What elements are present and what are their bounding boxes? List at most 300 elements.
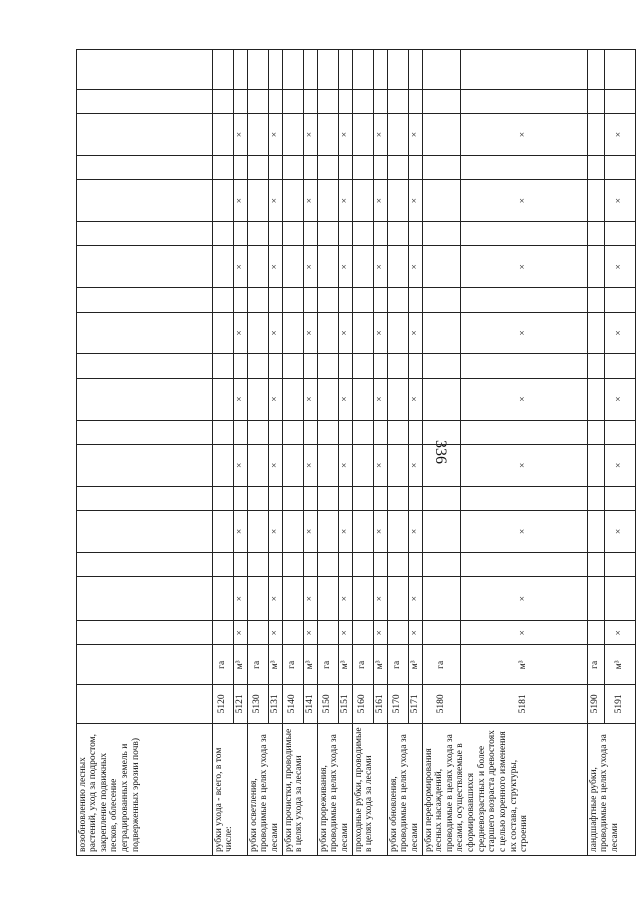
value-cell [268, 420, 282, 444]
not-applicable-mark: × [614, 630, 625, 636]
value-cell [212, 510, 233, 552]
value-cell [233, 420, 247, 444]
value-cell [352, 114, 373, 156]
value-cell [212, 552, 233, 576]
value-cell [282, 246, 303, 288]
value-cell [460, 510, 587, 552]
not-applicable-mark: × [269, 595, 280, 602]
row-unit-cell: га [587, 645, 604, 685]
value-cell [373, 486, 387, 510]
value-cell [247, 510, 268, 552]
value-cell [212, 444, 233, 486]
value-cell [373, 312, 387, 354]
value-cell [604, 444, 635, 486]
not-applicable-mark: × [409, 198, 420, 204]
value-cell [247, 354, 268, 378]
not-applicable-mark: × [409, 330, 420, 336]
value-cell [282, 114, 303, 156]
value-cell [587, 50, 604, 90]
value-cell [282, 552, 303, 576]
value-cell [317, 246, 338, 288]
value-cell [282, 312, 303, 354]
not-applicable-mark: × [374, 528, 385, 535]
row-code-cell: 5140 [282, 685, 303, 724]
not-applicable-mark: × [339, 131, 350, 138]
value-cell [247, 420, 268, 444]
value-cell [233, 89, 247, 113]
row-code-cell: 5191 [604, 685, 635, 724]
table-row [422, 50, 460, 856]
not-applicable-mark: × [339, 462, 350, 468]
value-cell [76, 510, 212, 552]
value-cell [233, 444, 247, 486]
value-cell [422, 246, 460, 288]
table-row [76, 50, 212, 856]
value-cell [460, 486, 587, 510]
value-cell [268, 378, 282, 420]
value-cell [338, 312, 352, 354]
not-applicable-mark: × [374, 595, 385, 602]
value-cell [338, 378, 352, 420]
not-applicable-mark: × [409, 595, 420, 602]
value-cell [303, 510, 317, 552]
value-cell [212, 89, 233, 113]
table-row [212, 50, 233, 856]
value-cell [247, 486, 268, 510]
not-applicable-mark: × [374, 131, 385, 138]
not-applicable-mark: × [339, 528, 350, 535]
value-cell [373, 222, 387, 246]
value-cell [247, 89, 268, 113]
value-cell [282, 89, 303, 113]
row-name-cell: возобновлению лесных растений, уход за подростом, закрепление подвижных песков, облесение деградированных земель и подверженных эрозии почв) [76, 723, 212, 855]
not-applicable-mark: × [409, 630, 420, 636]
value-cell [268, 486, 282, 510]
value-cell [76, 246, 212, 288]
value-cell [352, 50, 373, 90]
value-cell [408, 552, 422, 576]
value-cell [408, 89, 422, 113]
value-cell [460, 222, 587, 246]
value-cell [233, 288, 247, 312]
value-cell [587, 510, 604, 552]
not-applicable-mark: × [374, 630, 385, 636]
not-applicable-mark: × [518, 131, 529, 138]
value-cell [282, 354, 303, 378]
value-cell [387, 222, 408, 246]
value-cell [317, 621, 338, 645]
value-cell [604, 621, 635, 645]
row-unit-cell: м³ [460, 645, 587, 685]
value-cell [408, 246, 422, 288]
not-applicable-mark: × [339, 630, 350, 636]
value-cell [587, 156, 604, 180]
value-cell [460, 577, 587, 621]
value-cell [282, 156, 303, 180]
value-cell [422, 420, 460, 444]
value-cell [317, 89, 338, 113]
value-cell [373, 114, 387, 156]
value-cell [268, 50, 282, 90]
value-cell [76, 486, 212, 510]
row-code-cell: 5170 [387, 685, 408, 724]
not-applicable-mark: × [339, 198, 350, 204]
value-cell [233, 222, 247, 246]
not-applicable-mark: × [374, 330, 385, 336]
value-cell [76, 444, 212, 486]
row-code-cell: 5161 [373, 685, 387, 724]
not-applicable-mark: × [269, 198, 280, 204]
not-applicable-mark: × [518, 330, 529, 336]
value-cell [212, 156, 233, 180]
value-cell [387, 444, 408, 486]
not-applicable-mark: × [339, 330, 350, 336]
value-cell [268, 552, 282, 576]
not-applicable-mark: × [518, 198, 529, 204]
value-cell [587, 420, 604, 444]
value-cell [212, 50, 233, 90]
value-cell [233, 486, 247, 510]
row-unit-cell: м³ [303, 645, 317, 685]
value-cell [247, 312, 268, 354]
value-cell [233, 378, 247, 420]
value-cell [352, 577, 373, 621]
not-applicable-mark: × [374, 396, 385, 402]
value-cell [303, 50, 317, 90]
row-name-cell: рубки осветления, проводимые в целях ухода за лесами [247, 723, 282, 855]
not-applicable-mark: × [614, 330, 625, 336]
value-cell [387, 378, 408, 420]
value-cell [408, 510, 422, 552]
row-unit-cell: га [352, 645, 373, 685]
value-cell [460, 552, 587, 576]
not-applicable-mark: × [339, 396, 350, 402]
value-cell [352, 621, 373, 645]
not-applicable-mark: × [409, 131, 420, 138]
row-code-cell: 5131 [268, 685, 282, 724]
value-cell [422, 444, 460, 486]
value-cell [76, 420, 212, 444]
value-cell [76, 354, 212, 378]
value-cell [282, 420, 303, 444]
value-cell [212, 312, 233, 354]
value-cell [303, 222, 317, 246]
row-unit-cell: га [247, 645, 268, 685]
not-applicable-mark: × [304, 630, 315, 636]
not-applicable-mark: × [234, 264, 245, 270]
value-cell [422, 486, 460, 510]
value-cell [373, 354, 387, 378]
value-cell [247, 222, 268, 246]
value-cell [338, 486, 352, 510]
value-cell [422, 621, 460, 645]
value-cell [317, 312, 338, 354]
row-unit-cell [76, 645, 212, 685]
not-applicable-mark: × [614, 528, 625, 535]
value-cell [587, 552, 604, 576]
row-name-cell: рубки прочистки, проводимые в целях ухода за лесами [282, 723, 317, 855]
value-cell [76, 312, 212, 354]
value-cell [338, 552, 352, 576]
value-cell [587, 354, 604, 378]
row-unit-cell: га [282, 645, 303, 685]
value-cell [373, 378, 387, 420]
not-applicable-mark: × [409, 462, 420, 468]
row-unit-cell: га [387, 645, 408, 685]
not-applicable-mark: × [304, 595, 315, 602]
not-applicable-mark: × [518, 264, 529, 270]
value-cell [604, 180, 635, 222]
value-cell [387, 114, 408, 156]
value-cell [317, 510, 338, 552]
value-cell [387, 486, 408, 510]
value-cell [604, 156, 635, 180]
value-cell [303, 180, 317, 222]
table-row [387, 50, 408, 856]
value-cell [373, 180, 387, 222]
value-cell [268, 222, 282, 246]
value-cell [352, 444, 373, 486]
value-cell [373, 50, 387, 90]
value-cell [387, 577, 408, 621]
value-cell [422, 156, 460, 180]
value-cell [212, 288, 233, 312]
table-row [282, 50, 303, 856]
not-applicable-mark: × [518, 396, 529, 402]
not-applicable-mark: × [518, 595, 529, 602]
value-cell [587, 114, 604, 156]
row-unit-cell: га [212, 645, 233, 685]
row-name-cell: рубки ухода - всего, в том числе: [212, 723, 247, 855]
value-cell [387, 89, 408, 113]
value-cell [587, 621, 604, 645]
row-unit-cell: м³ [338, 645, 352, 685]
value-cell [317, 180, 338, 222]
not-applicable-mark: × [304, 462, 315, 468]
value-cell [460, 420, 587, 444]
value-cell [212, 246, 233, 288]
not-applicable-mark: × [614, 198, 625, 204]
value-cell [233, 510, 247, 552]
value-cell [604, 50, 635, 90]
value-cell [317, 378, 338, 420]
value-cell [422, 510, 460, 552]
value-cell [422, 222, 460, 246]
value-cell [212, 420, 233, 444]
row-code-cell: 5130 [247, 685, 268, 724]
value-cell [76, 621, 212, 645]
row-code-cell: 5190 [587, 685, 604, 724]
not-applicable-mark: × [269, 528, 280, 535]
value-cell [460, 312, 587, 354]
value-cell [408, 621, 422, 645]
value-cell [317, 444, 338, 486]
value-cell [247, 180, 268, 222]
value-cell [387, 246, 408, 288]
not-applicable-mark: × [518, 528, 529, 535]
table-row [352, 50, 373, 856]
row-code-cell [76, 685, 212, 724]
not-applicable-mark: × [339, 264, 350, 270]
value-cell [76, 378, 212, 420]
value-cell [422, 312, 460, 354]
value-cell [282, 444, 303, 486]
row-unit-cell: м³ [408, 645, 422, 685]
value-cell [76, 180, 212, 222]
value-cell [303, 288, 317, 312]
value-cell [317, 50, 338, 90]
value-cell [303, 354, 317, 378]
value-cell [212, 577, 233, 621]
value-cell [303, 486, 317, 510]
value-cell [352, 420, 373, 444]
value-cell [422, 50, 460, 90]
value-cell [408, 378, 422, 420]
value-cell [338, 89, 352, 113]
value-cell [460, 50, 587, 90]
not-applicable-mark: × [269, 264, 280, 270]
not-applicable-mark: × [269, 330, 280, 336]
value-cell [460, 354, 587, 378]
value-cell [233, 114, 247, 156]
value-cell [373, 156, 387, 180]
value-cell [387, 180, 408, 222]
value-cell [387, 312, 408, 354]
value-cell [268, 444, 282, 486]
value-cell [460, 180, 587, 222]
value-cell [408, 486, 422, 510]
value-cell [317, 288, 338, 312]
value-cell [352, 246, 373, 288]
value-cell [604, 486, 635, 510]
row-name-cell: проходные рубки, проводимые в целях ухода за лесами [352, 723, 387, 855]
not-applicable-mark: × [234, 595, 245, 602]
row-unit-cell: га [422, 645, 460, 685]
value-cell [408, 444, 422, 486]
value-cell [317, 354, 338, 378]
value-cell [338, 50, 352, 90]
value-cell [408, 180, 422, 222]
value-cell [373, 89, 387, 113]
value-cell [268, 621, 282, 645]
value-cell [338, 180, 352, 222]
value-cell [352, 486, 373, 510]
value-cell [76, 577, 212, 621]
row-name-cell: рубки обновления, проводимые в целях ухода за лесами [387, 723, 422, 855]
value-cell [587, 486, 604, 510]
value-cell [422, 552, 460, 576]
row-name-cell: рубки прореживания, проводимые в целях ухода за лесами [317, 723, 352, 855]
value-cell [247, 114, 268, 156]
value-cell [233, 577, 247, 621]
row-code-cell: 5160 [352, 685, 373, 724]
value-cell [587, 246, 604, 288]
value-cell [303, 577, 317, 621]
value-cell [408, 288, 422, 312]
value-cell [282, 510, 303, 552]
value-cell [76, 552, 212, 576]
value-cell [387, 510, 408, 552]
value-cell [282, 222, 303, 246]
value-cell [338, 621, 352, 645]
value-cell [604, 420, 635, 444]
not-applicable-mark: × [304, 528, 315, 535]
value-cell [268, 354, 282, 378]
not-applicable-mark: × [234, 528, 245, 535]
value-cell [408, 114, 422, 156]
value-cell [604, 354, 635, 378]
value-cell [422, 288, 460, 312]
table-row [317, 50, 338, 856]
value-cell [268, 114, 282, 156]
value-cell [587, 89, 604, 113]
not-applicable-mark: × [614, 396, 625, 402]
value-cell [317, 552, 338, 576]
row-code-cell: 5171 [408, 685, 422, 724]
not-applicable-mark: × [409, 264, 420, 270]
value-cell [422, 577, 460, 621]
not-applicable-mark: × [518, 630, 529, 636]
not-applicable-mark: × [339, 595, 350, 602]
value-cell [247, 288, 268, 312]
value-cell [587, 444, 604, 486]
table-wrapper [76, 49, 625, 856]
value-cell [247, 621, 268, 645]
value-cell [247, 246, 268, 288]
value-cell [233, 246, 247, 288]
value-cell [268, 288, 282, 312]
value-cell [233, 180, 247, 222]
row-unit-cell: м³ [268, 645, 282, 685]
row-name-cell: рубки переформирования лесных насаждений, проводимые в целях ухода за лесами, осуществляемые в сформировавшихся средневозрастных и более старшего возраста древостоях с целью коренного изменения их состава, структуры, строения [422, 723, 587, 855]
value-cell [408, 577, 422, 621]
value-cell [373, 552, 387, 576]
value-cell [212, 180, 233, 222]
value-cell [233, 312, 247, 354]
value-cell [373, 444, 387, 486]
not-applicable-mark: × [304, 131, 315, 138]
value-cell [303, 378, 317, 420]
row-code-cell: 5151 [338, 685, 352, 724]
value-cell [268, 312, 282, 354]
value-cell [460, 246, 587, 288]
value-cell [408, 50, 422, 90]
not-applicable-mark: × [374, 198, 385, 204]
not-applicable-mark: × [234, 330, 245, 336]
value-cell [233, 156, 247, 180]
table-row [247, 50, 268, 856]
value-cell [604, 89, 635, 113]
value-cell [268, 180, 282, 222]
not-applicable-mark: × [304, 330, 315, 336]
not-applicable-mark: × [409, 528, 420, 535]
value-cell [338, 354, 352, 378]
not-applicable-mark: × [269, 462, 280, 468]
value-cell [604, 222, 635, 246]
value-cell [408, 420, 422, 444]
value-cell [317, 486, 338, 510]
value-cell [587, 180, 604, 222]
row-code-cell: 5180 [422, 685, 460, 724]
value-cell [282, 621, 303, 645]
value-cell [460, 89, 587, 113]
value-cell [387, 552, 408, 576]
not-applicable-mark: × [234, 198, 245, 204]
value-cell [460, 156, 587, 180]
not-applicable-mark: × [234, 131, 245, 138]
value-cell [247, 50, 268, 90]
value-cell [247, 378, 268, 420]
